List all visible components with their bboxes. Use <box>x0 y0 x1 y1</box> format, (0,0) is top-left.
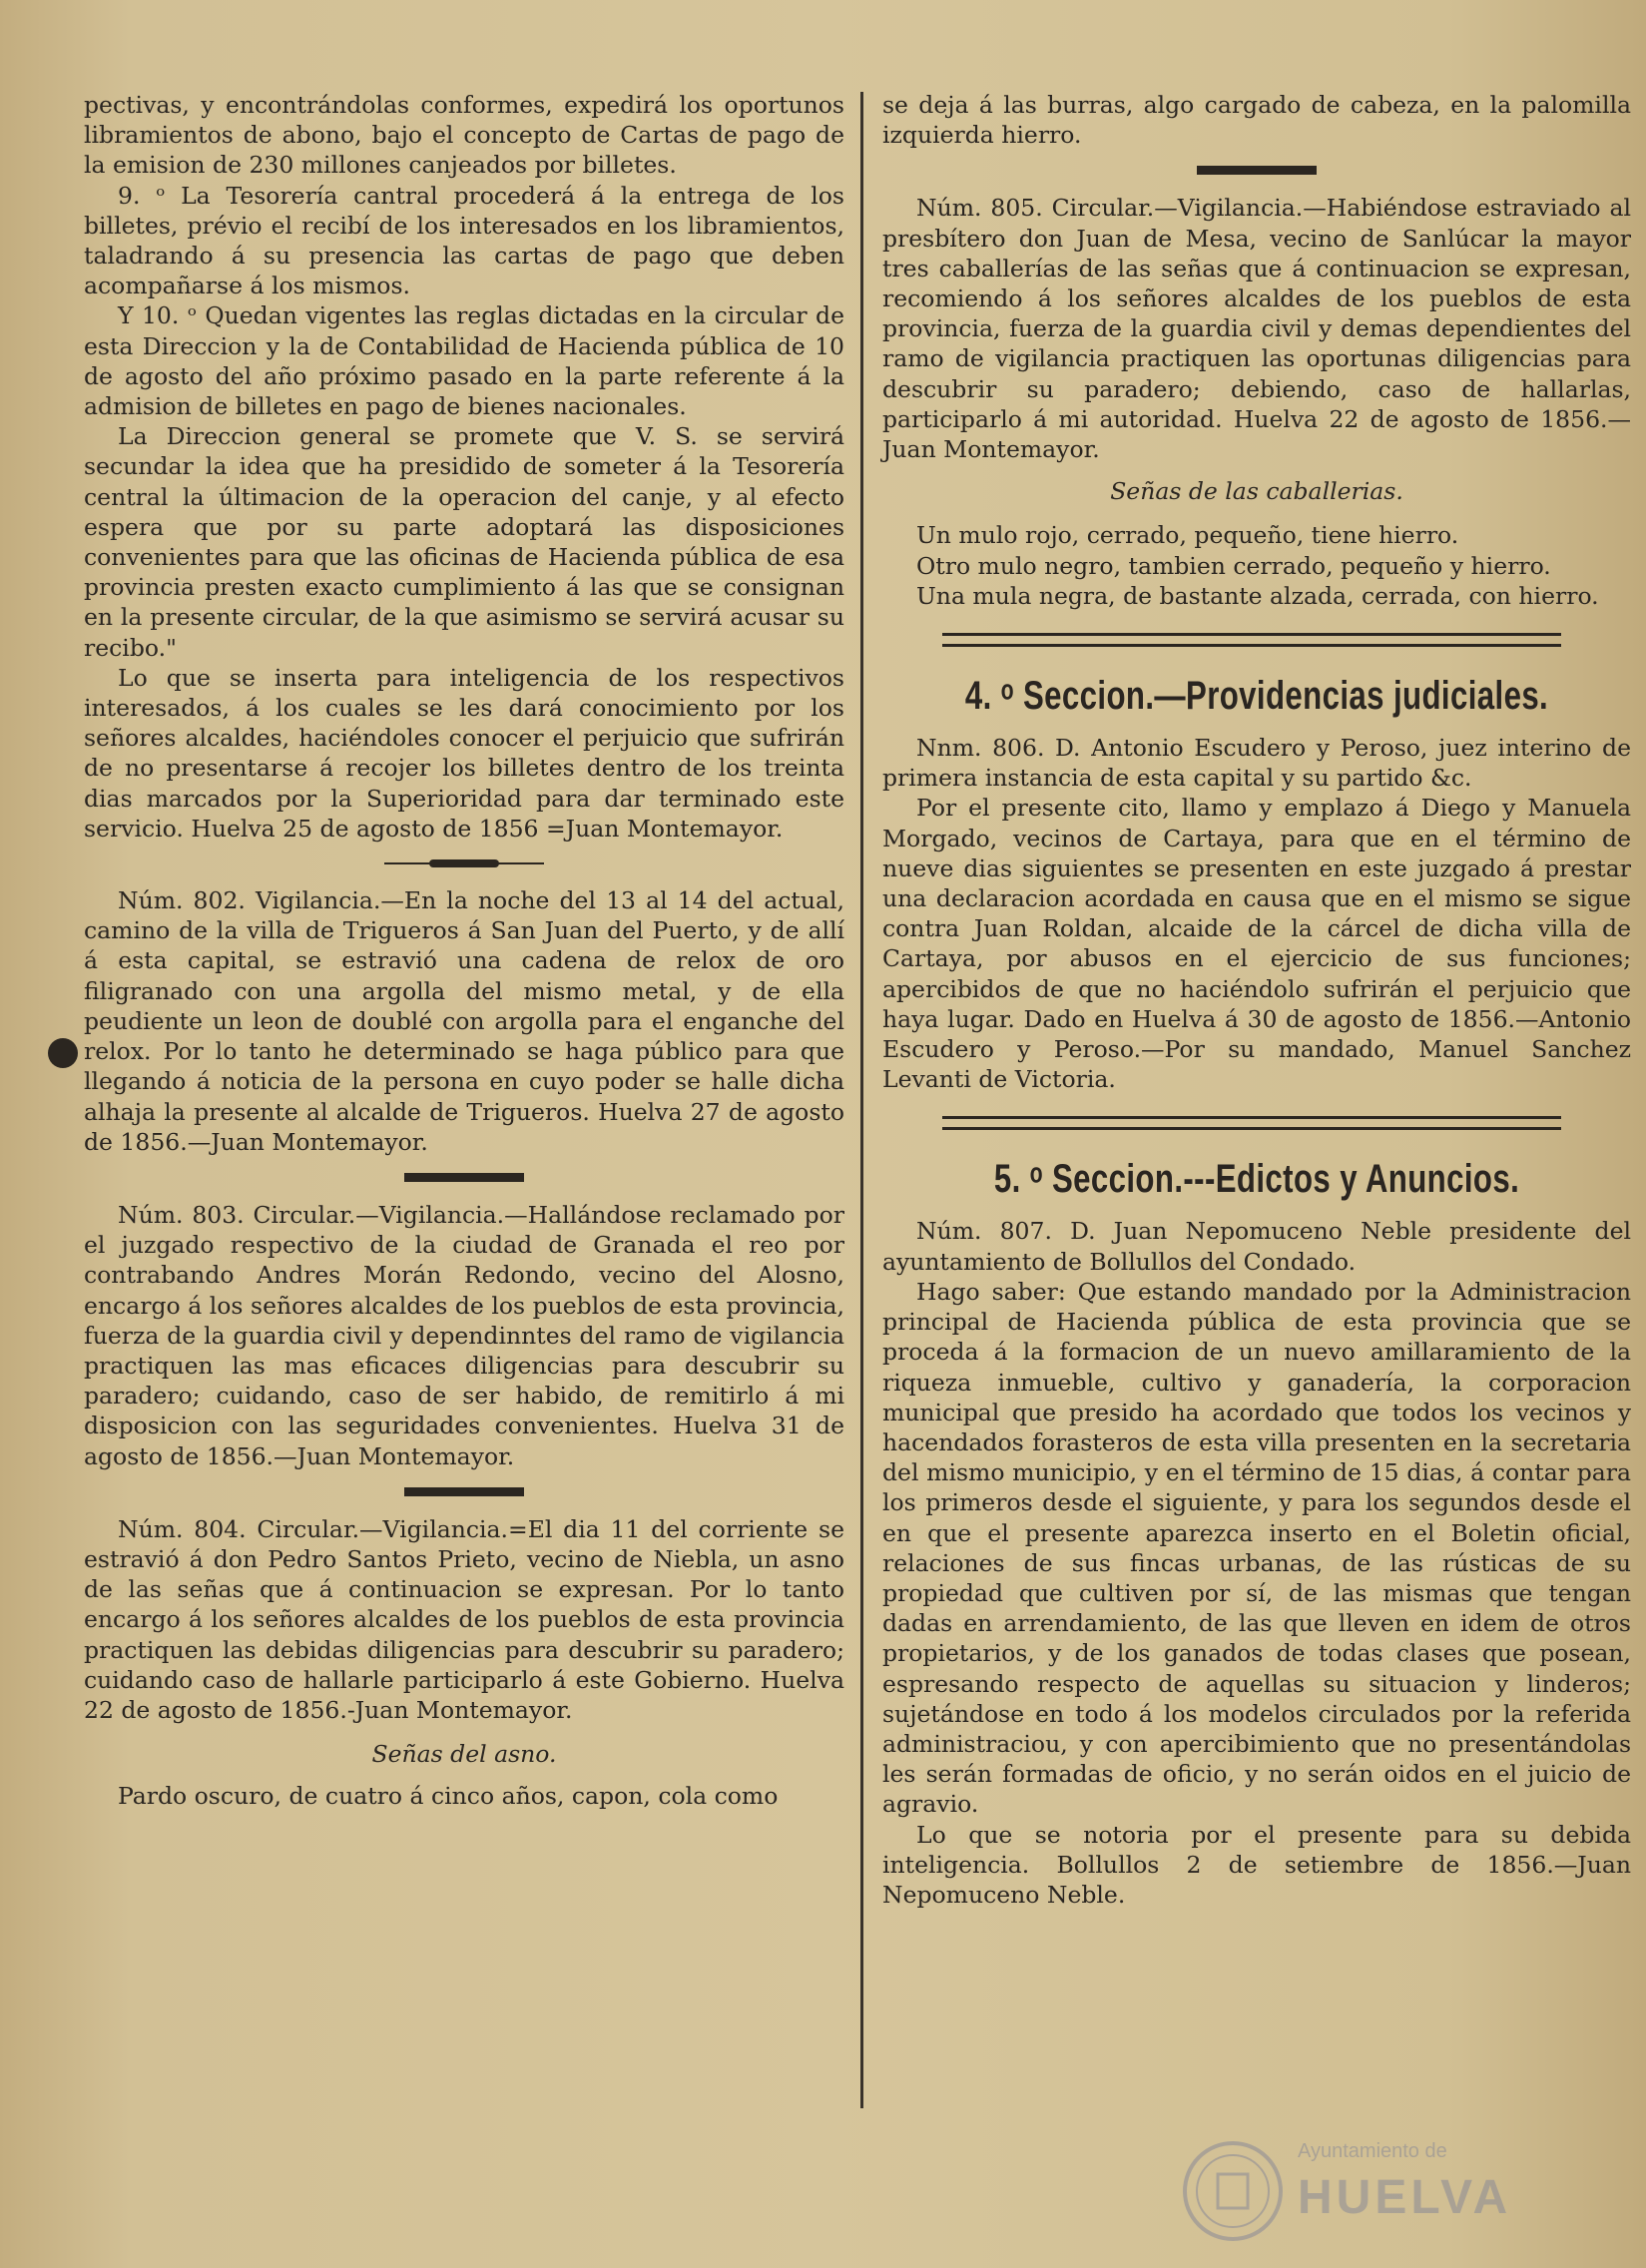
notice-806: Nnm. 806. D. Antonio Escudero y Peroso, juez interino de primera instancia de esta capital y su partido &c. <box>882 734 1631 793</box>
subheading: Señas de las caballerias. <box>1110 477 1403 506</box>
seal-icon <box>1178 2136 1288 2246</box>
ink-blot <box>48 1038 78 1068</box>
paragraph: Hago saber: Que estando mandado por la Administracion principal de Hacienda pública de esta provincia que se proceda á la formacion de un nuevo amillaramiento de la riqueza inmueble, cultivo y ganadería, la corporacion municipal que presido ha acordado que todos los vecinos y hacendados forasteros de esta villa presenten en la secretaria del mismo municipio, y en el término de 15 dias, á contar para los primeros desde el siguiente, y para los segundos desde el en que el presente aparezca inserto en el Boletin oficial, relaciones de sus fincas urbanas, de las rústicas de su propiedad que cultiven por sí, de las mismas que tengan dadas en arrendamiento, de las que lleven en idem de otros propietarios, y de los ganados de todas clases que posean, espresando respecto de aquellas su situacion y linderos; sujetándose en todo á los modelos circulados por la referida administraciou, y con apercibimiento que no presentándolas les serán formadas de oficio, y no serán oidos en el juicio de agravio. <box>882 1277 1631 1819</box>
column-divider <box>860 92 863 2108</box>
paragraph: Lo que se notoria por el presente para su debida inteligencia. Bollullos 2 de setiembre de 1856.—Juan Nepomuceno Neble. <box>882 1820 1631 1909</box>
list-item: Una mula negra, de bastante alzada, cerrada, con hierro. <box>916 581 1599 610</box>
paragraph: pectivas, y encontrándolas conformes, expedirá los oportunos libramientos de abono, bajo el concepto de Cartas de pago de la emision de 230 millones canjeados por billetes. <box>84 91 844 180</box>
section-heading-4: 4. ᵒ Seccion.—Providencias judiciales. <box>964 674 1549 719</box>
archive-watermark <box>1178 2136 1597 2246</box>
paragraph: Pardo oscuro, de cuatro á cinco años, capon, cola como <box>118 1782 779 1811</box>
notice-804: Núm. 804. Circular.—Vigilancia.=El dia 11 del corriente se estravió á don Pedro Santos Prieto, vecino de Niebla, un asno de las señas que á continuacion se expresan. Por lo tanto encargo á los señores alcaldes de los pueblos de esta provincia practiquen las debidas diligencias para descubrir su paradero; cuidando caso de hallarle participarlo á este Gobierno. Huelva 22 de agosto de 1856.-Juan Montemayor. <box>84 1514 844 1724</box>
notice-803: Núm. 803. Circular.—Vigilancia.—Hallándose reclamado por el juzgado respectivo de la ciudad de Granada el reo por contrabando Andres Morán Redondo, vecino del Alosno, encargo á los señores alcaldes de los pueblos de esta provincia, fuerza de la guardia civil y dependinntes del ramo de vigilancia practiquen las mas eficaces diligencias para descubrir su paradero; cuidando, caso de ser habido, de remitirlo á mi disposicion con las seguridades convenientes. Huelva 31 de agosto de 1856.—Juan Montemayor. <box>84 1200 844 1470</box>
paragraph: 9. ᵒ La Tesorería cantral procederá á la entrega de los billetes, prévio el recibí de los interesados en los libramientos, taladrando á su presencia las cartas de pago que deben acompañarse á los mismos. <box>84 181 844 300</box>
list-item: Otro mulo negro, tambien cerrado, pequeño y hierro. <box>916 551 1551 580</box>
section-rule <box>942 633 1561 647</box>
ornament-rule <box>1197 166 1317 175</box>
watermark-line1: Ayuntamiento de <box>1298 2140 1447 2162</box>
paragraph: Y 10. ᵒ Quedan vigentes las reglas dictadas en la circular de esta Direccion y la de Contabilidad de Hacienda pública de 10 de agosto del año próximo pasado en la parte referente á la admision de billetes en pago de bienes nacionales. <box>84 301 844 421</box>
right-column <box>882 90 1631 1910</box>
notice-802: Núm. 802. Vigilancia.—En la noche del 13 al 14 del actual, camino de la villa de Trigueros á San Juan del Puerto, y de allí á esta capital, se estravió una cadena de relox de oro filigranado con una argolla del mismo metal, y de ella peudiente un leon de doublé con argolla para el enganche del relox. Por lo tanto he determinado se haga público para que llegando á noticia de la persona en cuyo poder se halle dicha alhaja la presente al alcalde de Trigueros. Huelva 27 de agosto de 1856.—Juan Montemayor. <box>84 886 844 1156</box>
paragraph: Por el presente cito, llamo y emplazo á Diego y Manuela Morgado, vecinos de Cartaya, para que en el término de nueve dias siguientes se presenten en este juzgado á prestar una declaracion acordada en causa que en el mismo se sigue contra Juan Roldan, alcaide de la cárcel de dicha villa de Cartaya, por abusos en el ejercicio de sus funciones; apercibidos de que no haciéndolo sufrirán el perjuicio que haya lugar. Dado en Huelva á 30 de agosto de 1856.—Antonio Escudero y Peroso.—Por su mandado, Manuel Sanchez Levanti de Victoria. <box>882 794 1631 1094</box>
notice-805: Núm. 805. Circular.—Vigilancia.—Habiéndose estraviado al presbítero don Juan de Mesa, vecino de Sanlúcar la mayor tres caballerías de las señas que á continuacion se expresan, recomiendo á los señores alcaldes de los pueblos de esta provincia, fuerza de la guardia civil y demas dependientes del ramo de vigilancia practiquen las oportunas diligencias para descubrir su paradero; debiendo, caso de hallarlas, participarlo á mi autoridad. Huelva 22 de agosto de 1856.—Juan Montemayor. <box>882 194 1631 464</box>
ornament-rule <box>384 859 544 867</box>
section-heading-5: 5. ᵒ Seccion.---Edictos y Anuncios. <box>993 1157 1520 1202</box>
list-item: Un mulo rojo, cerrado, pequeño, tiene hierro. <box>916 521 1459 550</box>
ornament-rule <box>404 1173 524 1182</box>
ornament-rule <box>404 1487 524 1496</box>
paragraph: se deja á las burras, algo cargado de cabeza, en la palomilla izquierda hierro. <box>882 91 1631 150</box>
subheading: Señas del asno. <box>371 1740 557 1769</box>
section-rule <box>942 1116 1561 1130</box>
left-column <box>84 90 844 1812</box>
paragraph: Lo que se inserta para inteligencia de los respectivos interesados, á los cuales se les dará conocimiento por los señores alcaldes, haciéndoles conocer el perjuicio que sufrirán de no presentarse á recojer los billetes dentro de los treinta dias marcados por la Superioridad para dar terminado este servicio. Huelva 25 de agosto de 1856 =Juan Montemayor. <box>84 663 844 843</box>
watermark-line2: HUELVA <box>1298 2171 1512 2224</box>
notice-807: Núm. 807. D. Juan Nepomuceno Neble presidente del ayuntamiento de Bollullos del Condado. <box>882 1217 1631 1276</box>
paragraph: La Direccion general se promete que V. S. se servirá secundar la idea que ha presidido de someter á la Tesorería central la últimacion de la operacion del canje, y al efecto espera que por su parte adoptará las disposiciones convenientes para que las oficinas de Hacienda pública de esa provincia presten exacto cumplimiento á las que se consignan en la presente circular, de la que asimismo se servirá acusar su recibo." <box>84 422 844 662</box>
